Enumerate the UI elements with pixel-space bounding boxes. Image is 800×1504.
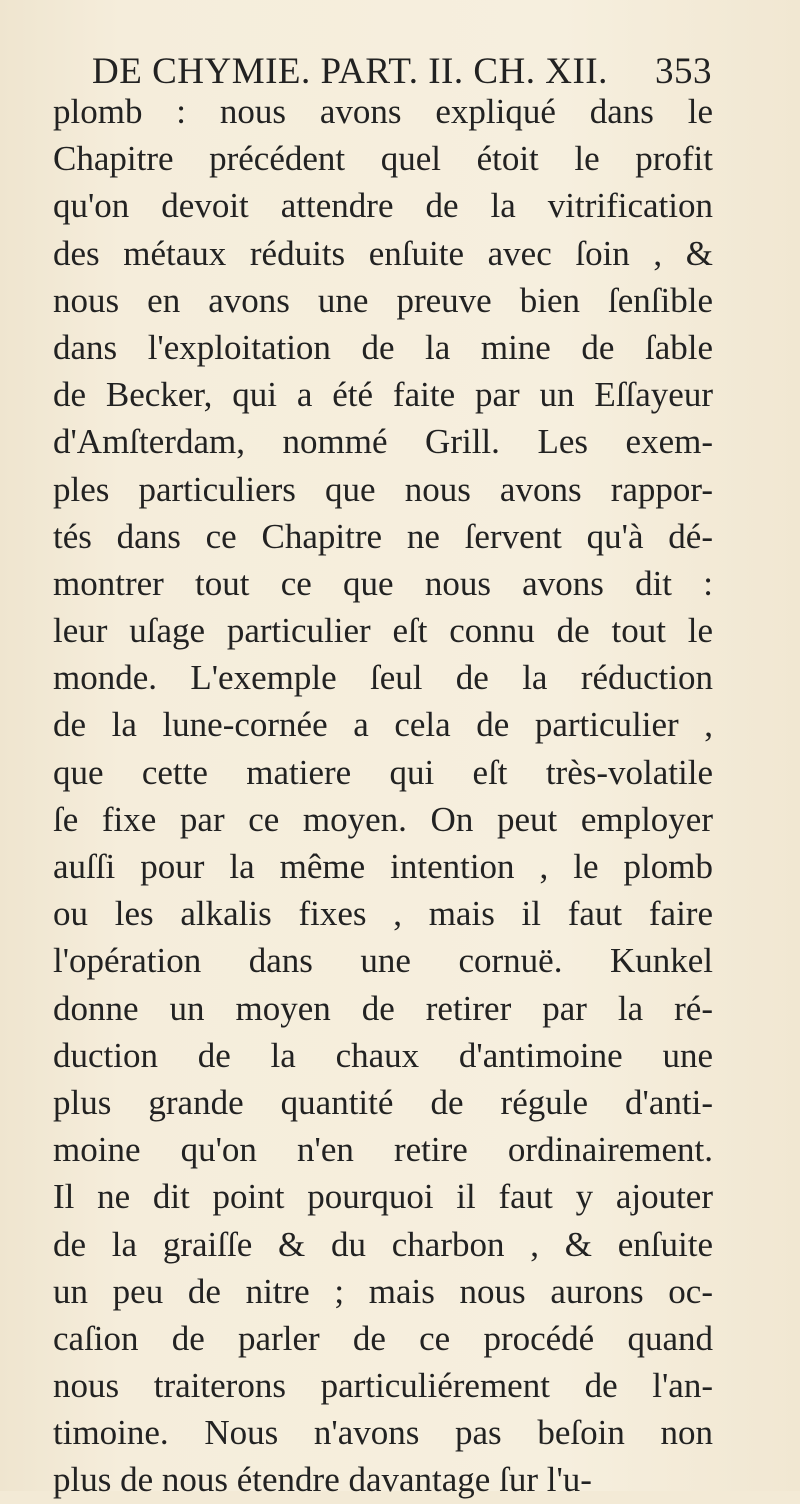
text-line: un peu de nitre ; mais nous aurons oc- <box>53 1271 713 1311</box>
page-number: 353 <box>655 51 712 92</box>
text-line: duction de la chaux d'antimoine une <box>53 1035 713 1075</box>
running-head: DE CHYMIE. PART. II. CH. XII. <box>92 51 608 92</box>
text-line: ou les alkalis fixes , mais il faut faire <box>53 894 713 934</box>
text-line: d'Amſterdam, nommé Grill. Les exem- <box>53 422 713 462</box>
text-line: Chapitre précédent quel étoit le profit <box>53 139 713 179</box>
text-line: ples particuliers que nous avons rappor- <box>53 469 713 509</box>
text-line: montrer tout ce que nous avons dit : <box>53 563 713 603</box>
text-line: qu'on devoit attendre de la vitrification <box>53 186 713 226</box>
text-line: auſſi pour la même intention , le plomb <box>53 847 713 886</box>
text-line: dans l'exploitation de la mine de ſable <box>53 327 713 367</box>
text-line: caſion de parler de ce procédé quand <box>53 1318 713 1358</box>
text-line: plomb : nous avons expliqué dans le <box>53 92 713 131</box>
text-line: moine qu'on n'en retire ordinairement. <box>53 1130 713 1170</box>
text-line: ſe fixe par ce moyen. On peut employer <box>53 799 713 839</box>
text-line: de Becker, qui a été faite par un Eſſayeur <box>53 375 713 415</box>
text-line: monde. L'exemple ſeul de la réduction <box>53 658 713 698</box>
text-line: donne un moyen de retirer par la ré- <box>53 988 713 1028</box>
text-line: des métaux réduits enſuite avec ſoin , & <box>53 233 713 273</box>
text-line: plus grande quantité de régule d'anti- <box>53 1082 713 1122</box>
body-text <box>53 88 713 1504</box>
text-line: de la graiſſe & du charbon , & enſuite <box>53 1224 713 1264</box>
text-line: tés dans ce Chapitre ne ſervent qu'à dé- <box>53 516 713 556</box>
text-line: Il ne dit point pourquoi il faut y ajouter <box>53 1177 713 1217</box>
text-line: nous traiterons particuliérement de l'an- <box>53 1366 713 1406</box>
text-line: nous en avons une preuve bien ſenſible <box>53 280 713 320</box>
text-line: timoine. Nous n'avons pas beſoin non <box>53 1413 713 1453</box>
text-line: de la lune-cornée a cela de particulier , <box>53 705 713 745</box>
text-line: l'opération dans une cornuë. Kunkel <box>53 941 713 981</box>
text-line: leur uſage particulier eſt connu de tout le <box>53 611 713 651</box>
text-line: que cette matiere qui eſt très-volatile <box>53 752 713 792</box>
text-line: plus de nous étendre davantage ſur l'u- <box>53 1460 592 1500</box>
